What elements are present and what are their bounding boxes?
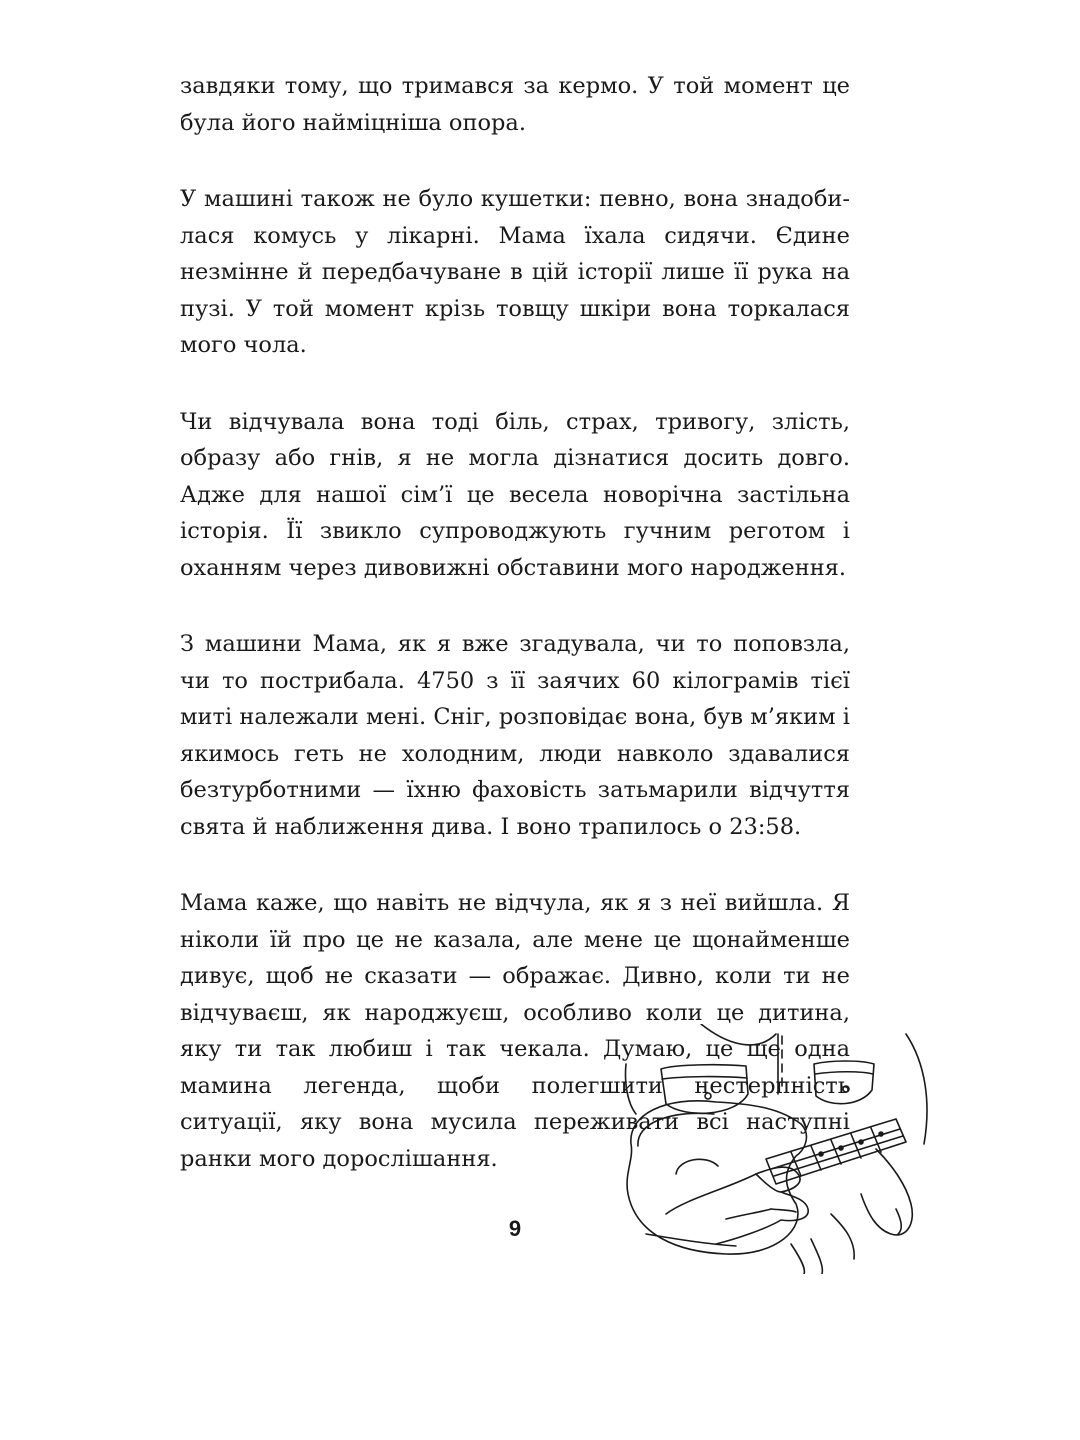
torso-outline bbox=[701, 1024, 776, 1045]
left-arm-outline bbox=[625, 1064, 636, 1114]
guitar-hands-drawing bbox=[606, 1024, 936, 1274]
paragraph-5: Мама каже, що навiть не вiдчула, як я з неї вийшла. Я нiколи їй про це не казала, але мене це щонайменше дивує, щоб не сказати — ображає. Дивно, коли ти не вiдчуваєш, як народжуєш, особливо коли це дитина, яку ти так любиш i так чекала. Думаю, це ще одна мамина легенда, щоби полегшити нестерпнiсть ситуацiї, яку вона мусила переживати всi наступнi ранки мого дорослiшання. bbox=[180, 890, 850, 1172]
right-side-outline bbox=[906, 1034, 927, 1144]
paragraph-4: З машини Мама, як я вже згадувала, чи то поповзла, чи то пострибала. 4750 з її заячих 60 кiлограмiв тiєї митi належали менi. Снiг, розповiдає вона, був м’яким i якимось геть не холодним, люди навколо здавалися безтурботними — їхню фаховiсть затьмарили вiдчуття свята й наближення дива. I воно трапилось о 23:58. bbox=[180, 631, 850, 840]
paragraph-3: Чи вiдчувала вона тодi бiль, страх, тривогу, злiсть, образу або гнiв, я не могла дiзнатися досить довго. Адже для нашої сiм’ї це весела новорiчна застiльна iсторiя. Її звикло супроводжують гучним реготом i оханням через дивовижнi обставини мого народження. bbox=[180, 408, 850, 581]
sound-hole bbox=[676, 1159, 718, 1174]
fretting-hand bbox=[861, 1149, 912, 1235]
right-pocket bbox=[814, 1061, 874, 1104]
left-pocket bbox=[661, 1065, 748, 1114]
paragraph-2: У машинi також не було кушетки: певно, вона знадобилася комусь у лiкарнi. Мама їхала сидячи. Єдине незмiнне й передбачуване в цiй iсторiї лише її рука на пузi. У той момент крiзь товщу шкiри вона торкалася мого чола. bbox=[180, 186, 850, 358]
paragraph-1: завдяки тому, що тримався за кермо. У той момент це була його наймiцнiша опора. bbox=[180, 73, 850, 136]
page-number: 9 bbox=[508, 1216, 522, 1241]
guitar-body bbox=[627, 1101, 806, 1254]
